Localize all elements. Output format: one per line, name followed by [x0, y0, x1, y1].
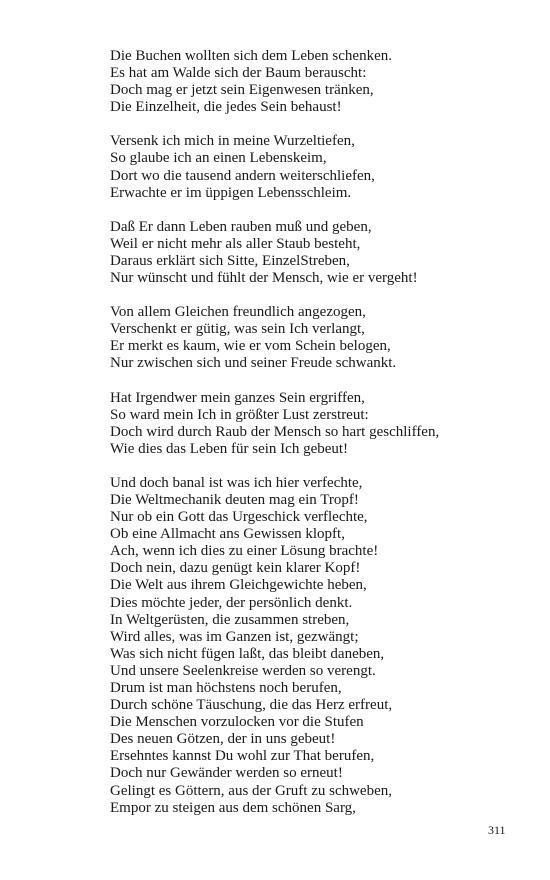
poem-line: Ob eine Allmacht ans Gewissen klopft, — [110, 526, 345, 543]
poem-line: Und unsere Seelenkreise werden so verengt. — [110, 662, 376, 679]
poem-line: Doch wird durch Raub der Mensch so hart geschliffen, — [110, 423, 440, 440]
poem-line: Doch nur Gewänder werden so erneut! — [110, 765, 343, 782]
poem-line: Doch nein, dazu genügt kein klarer Kopf! — [110, 560, 361, 577]
poem-line: Gelingt es Göttern, aus der Gruft zu schweben, — [110, 782, 392, 799]
poem-line: Und doch banal ist was ich hier verfechte, — [110, 474, 363, 491]
poem-line: Nur wünscht und fühlt der Mensch, wie er vergeht! — [110, 270, 418, 287]
stanza-3 — [110, 219, 530, 287]
poem-line: Verschenkt er gütig, was sein Ich verlangt, — [110, 321, 365, 338]
stanza-1 — [110, 48, 530, 116]
poem-line: Was sich nicht fügen laßt, das bleibt daneben, — [110, 645, 385, 662]
poem-line: Es hat am Walde sich der Baum berauscht: — [110, 65, 367, 82]
poem-line: Ersehntes kannst Du wohl zur That berufen, — [110, 748, 375, 765]
poem-line: Die Weltmechanik deuten mag ein Tropf! — [110, 491, 359, 508]
poem-line: Erwachte er im üppigen Lebensschleim. — [110, 184, 352, 201]
poem-line: Die Welt aus ihrem Gleichgewichte heben, — [110, 577, 367, 594]
poem-line: Weil er nicht mehr als aller Staub besteht, — [110, 235, 361, 252]
poem-line: Die Einzelheit, die jedes Sein behaust! — [110, 99, 342, 116]
poem-line: Dort wo die tausend andern weiterschliefen, — [110, 167, 375, 184]
poem-line: Hat Irgendwer mein ganzes Sein ergriffen, — [110, 389, 365, 406]
page-number: 311 — [488, 823, 506, 837]
stanza-5 — [110, 390, 530, 458]
poem-line: Die Menschen vorzulocken vor die Stufen — [110, 714, 364, 731]
poem-line: Nur zwischen sich und seiner Freude schwankt. — [110, 355, 397, 372]
poem-line: In Weltgerüsten, die zusammen streben, — [110, 611, 350, 628]
poem-line: So ward mein Ich in größter Lust zerstreut: — [110, 406, 369, 423]
poem-line: Drum ist man höchstens noch berufen, — [110, 680, 342, 696]
poem-line: Die Buchen wollten sich dem Leben schenken. — [110, 48, 392, 64]
poem-line: Empor zu steigen aus dem schönen Sarg, — [110, 799, 356, 816]
poem-line: Daraus erklärt sich Sitte, EinzelStreben, — [110, 252, 350, 269]
stanza-6 — [110, 475, 530, 817]
poem-line: Durch schöne Täuschung, die das Herz erfreut, — [110, 697, 393, 714]
poem-line: Doch mag er jetzt sein Eigenwesen tränken, — [110, 82, 374, 99]
poem-line: Ach, wenn ich dies zu einer Lösung brachte! — [110, 543, 379, 560]
poem-line: Von allem Gleichen freundlich angezogen, — [110, 304, 366, 321]
poem-line: Wird alles, was im Ganzen ist, gezwängt; — [110, 628, 359, 645]
stanza-4 — [110, 304, 530, 372]
poem-line: So glaube ich an einen Lebenskeim, — [110, 150, 327, 167]
poem-line: Des neuen Götzen, der in uns gebeut! — [110, 731, 336, 748]
stanza-2 — [110, 133, 530, 201]
poem-body — [110, 48, 530, 834]
poem-line: Versenk ich mich in meine Wurzeltiefen, — [110, 133, 355, 150]
poem-line: Dies möchte jeder, der persönlich denkt. — [110, 594, 353, 611]
poem-line: Nur ob ein Gott das Urgeschick verflechte, — [110, 509, 368, 526]
poem-line: Wie dies das Leben für sein Ich gebeut! — [110, 440, 349, 457]
poem-line: Er merkt es kaum, wie er vom Schein belogen, — [110, 338, 391, 355]
poem-line: Daß Er dann Leben rauben muß und geben, — [110, 218, 372, 235]
